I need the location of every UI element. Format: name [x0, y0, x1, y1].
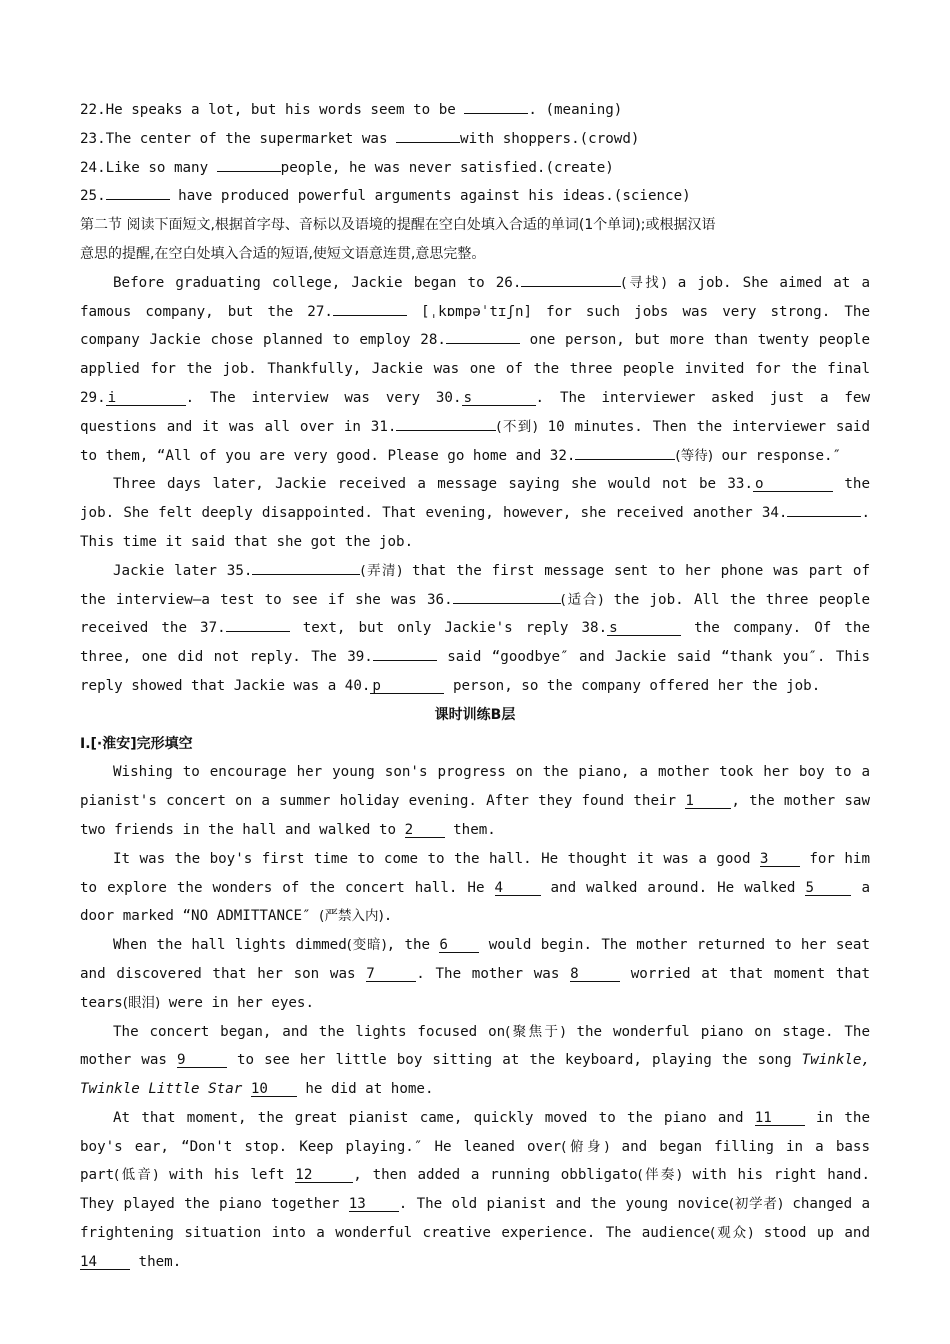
- worksheet-page: [80, 96, 870, 1277]
- section2-instruction: 第二节 阅读下面短文,根据首字母、音标以及语境的提醒在空白处填入合适的单词(1个单词);或根据汉语 意思的提醒,在空白处填入合适的短语,使短文语意连贯,意思完整。: [80, 217, 716, 262]
- answer-blank[interactable]: [464, 113, 528, 114]
- cloze-paragraph-1: Wishing to encourage her young son's progress on the piano, a mother took her boy to a pianist's concert on a summer holiday evening. After they found their 1 , the mother saw two friends in the hall and walked to 2 them.: [80, 764, 870, 838]
- cloze-blank-7[interactable]: 7: [366, 967, 416, 982]
- blank-28[interactable]: [446, 343, 520, 344]
- blank-40[interactable]: p: [370, 679, 444, 694]
- cloze-blank-9[interactable]: 9: [177, 1053, 227, 1068]
- blank-39[interactable]: [373, 660, 437, 661]
- answer-blank[interactable]: [396, 142, 460, 143]
- exercise-25: 25. have produced powerful arguments against his ideas.(science): [80, 188, 691, 205]
- song-title: Twinkle, Twinkle Little Star: [80, 1052, 870, 1098]
- cloze-paragraph-3: When the hall lights dimmed(变暗), the 6 would begin. The mother returned to her seat and discovered that her son was 7 . The mother was 8 worried at that moment that tears(眼泪) were in her eyes.: [80, 937, 871, 1011]
- passage-paragraph-1: Before graduating college, Jackie began to 26. (寻找) a job. She aimed at a famous company, but the 27. [ˌkɒmpəˈtɪʃn] for such jobs was very strong. The company Jackie chose planned to employ 28. one person, but more than twenty people applied for the job. Thankfully, Jackie was one of the three people invited for the final 29. i . The interview was very 30. s . The interviewer asked just a few questions and it was all over in 31. (不到) 10 minutes. Then the interviewer said to them, “All of you are very good. Please go home and 32. (等待) our response.″: [80, 274, 871, 464]
- cloze-blank-10[interactable]: 10: [251, 1082, 297, 1097]
- blank-35[interactable]: [252, 574, 360, 575]
- blank-26[interactable]: [521, 286, 621, 287]
- passage-paragraph-3: Jackie later 35. (弄清) that the first message sent to her phone was part of the interview—a test to see if she was 36. (适合) the job. All the three people received the 37. text, but only Jackie's reply 38. s the company. Of the three, one did not reply. The 39. said “goodbye″ and Jackie said “thank you″. This reply showed that Jackie was a 40. p person, so the company offered her the job.: [80, 562, 870, 694]
- blank-29[interactable]: i: [106, 391, 186, 406]
- layer-b-title: 课时训练B层: [434, 706, 516, 723]
- exercise-24: 24.Like so many people, he was never satisfied.(create): [80, 159, 614, 176]
- phonetic-hint: [ˌkɒmpəˈtɪʃn]: [406, 303, 547, 320]
- blank-36[interactable]: [453, 603, 561, 604]
- blank-34[interactable]: [787, 516, 861, 517]
- blank-32[interactable]: [575, 459, 675, 460]
- cloze-blank-11[interactable]: 11: [755, 1111, 805, 1126]
- blank-30[interactable]: s: [462, 391, 536, 406]
- blank-33[interactable]: o: [753, 477, 833, 492]
- cloze-blank-14[interactable]: 14: [80, 1255, 130, 1270]
- answer-blank[interactable]: [217, 171, 281, 172]
- answer-blank[interactable]: [106, 199, 170, 200]
- cloze-paragraph-5: At that moment, the great pianist came, quickly moved to the piano and 11 in the boy's ear, “Don't stop. Keep playing.″ He leaned over(俯身) and began filling in a bass part(低音) with his left 12 , then added a running obbligato(伴奏) with his right hand. They played the piano together 13 . The old pianist and the young novice(初学者) changed a frightening situation into a wonderful creative experience. The audience(观众) stood up and 14 them.: [80, 1109, 870, 1270]
- exercise-22: 22.He speaks a lot, but his words seem to be . (meaning): [80, 102, 623, 118]
- cloze-paragraph-4: The concert began, and the lights focused on(聚焦于) the wonderful piano on stage. The mother was 9 to see her little boy sitting at the keyboard, playing the song Twinkle, Twinkle Little Star 10 he did at home.: [80, 1023, 870, 1098]
- cloze-heading: Ⅰ.[·淮安]完形填空: [80, 735, 193, 752]
- cloze-blank-4[interactable]: 4: [495, 881, 541, 896]
- blank-38[interactable]: s: [607, 621, 681, 636]
- cloze-blank-5[interactable]: 5: [805, 881, 851, 896]
- cloze-blank-1[interactable]: 1: [685, 794, 731, 809]
- cloze-blank-6[interactable]: 6: [439, 938, 479, 953]
- cloze-blank-3[interactable]: 3: [760, 852, 800, 867]
- blank-37[interactable]: [226, 631, 290, 632]
- cloze-blank-2[interactable]: 2: [405, 823, 445, 838]
- blank-31[interactable]: [396, 430, 496, 431]
- passage-paragraph-2: Three days later, Jackie received a message saying she would not be 33. o the job. She felt deeply disappointed. That evening, however, she received another 34. . This time it said that she got the job.: [80, 476, 870, 550]
- blank-27[interactable]: [333, 315, 407, 316]
- exercise-23: 23.The center of the supermarket was with shoppers.(crowd): [80, 130, 640, 147]
- cloze-blank-8[interactable]: 8: [570, 967, 620, 982]
- cloze-paragraph-2: It was the boy's first time to come to the hall. He thought it was a good 3 for him to explore the wonders of the concert hall. He 4 and walked around. He walked 5 a door marked “NO ADMITTANCE″ (严禁入内).: [80, 850, 870, 925]
- cloze-blank-12[interactable]: 12: [295, 1168, 353, 1183]
- cloze-blank-13[interactable]: 13: [349, 1197, 399, 1212]
